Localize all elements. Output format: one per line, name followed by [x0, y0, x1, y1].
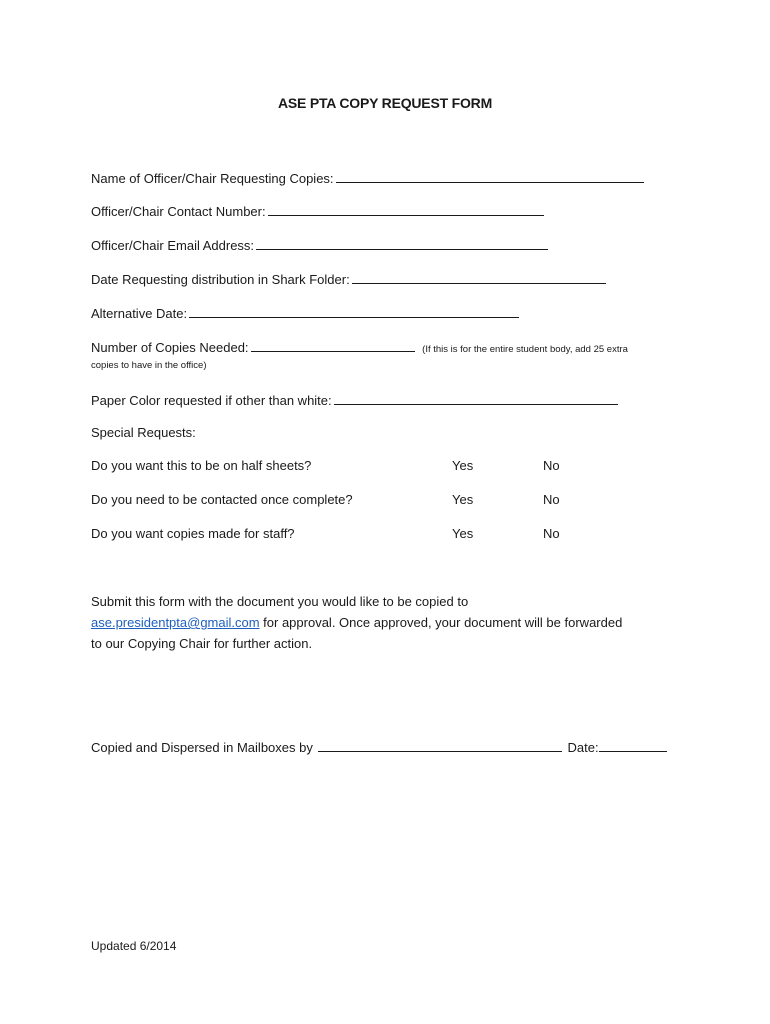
contact-number-label: Officer/Chair Contact Number: [91, 204, 266, 219]
special-requests-label: Special Requests: [91, 425, 196, 440]
dispersed-date-label: Date: [567, 740, 599, 755]
officer-name-label: Name of Officer/Chair Requesting Copies: [91, 171, 334, 186]
contacted-yes-option[interactable]: Yes [452, 492, 474, 507]
form-title: ASE PTA COPY REQUEST FORM [277, 95, 493, 111]
copies-needed-row [91, 338, 628, 358]
officer-name-field[interactable] [336, 169, 644, 183]
email-row [91, 236, 548, 254]
alternative-date-field[interactable] [189, 304, 519, 318]
paper-color-label: Paper Color requested if other than white: [91, 393, 332, 408]
alternative-date-row [91, 304, 519, 322]
date-requesting-field[interactable] [352, 270, 606, 284]
question-staff-copies: Do you want copies made for staff? [91, 526, 295, 541]
submit-line-2 [91, 612, 691, 633]
contacted-no-option[interactable]: No [543, 492, 560, 507]
contact-number-field[interactable] [268, 202, 544, 216]
date-requesting-row [91, 270, 606, 288]
dispersed-date-field[interactable] [599, 738, 667, 752]
paper-color-field[interactable] [334, 391, 618, 405]
dispersed-row [91, 738, 667, 756]
staff-copies-no-option[interactable]: No [543, 526, 560, 541]
email-link[interactable]: ase.presidentpta@gmail.com [91, 615, 260, 630]
paper-color-row [91, 391, 618, 409]
copies-note-continued: copies to have in the office) [91, 360, 207, 371]
submit-line-2-text: for approval. Once approved, your document will be forwarded [259, 615, 623, 630]
dispersed-label: Copied and Dispersed in Mailboxes by [91, 740, 313, 755]
dispersed-by-field[interactable] [318, 738, 562, 752]
copies-needed-field[interactable] [251, 338, 415, 352]
question-half-sheets: Do you want this to be on half sheets? [91, 458, 312, 473]
copies-note: (If this is for the entire student body, add 25 extra [422, 344, 628, 355]
staff-copies-yes-option[interactable]: Yes [452, 526, 474, 541]
email-label: Officer/Chair Email Address: [91, 238, 255, 253]
updated-footer: Updated 6/2014 [91, 939, 177, 953]
question-contacted: Do you need to be contacted once complete? [91, 492, 353, 507]
alternative-date-label: Alternative Date: [91, 306, 188, 321]
date-requesting-label: Date Requesting distribution in Shark Folder: [91, 272, 350, 287]
half-sheets-no-option[interactable]: No [543, 458, 560, 473]
officer-name-row [91, 169, 644, 187]
submit-line-3: to our Copying Chair for further action. [91, 636, 313, 651]
copies-needed-label: Number of Copies Needed: [91, 340, 249, 355]
half-sheets-yes-option[interactable]: Yes [452, 458, 474, 473]
submit-instructions [91, 591, 691, 654]
submit-line-1: Submit this form with the document you would like to be copied to [91, 594, 469, 609]
email-field[interactable] [256, 236, 548, 250]
contact-number-row [91, 202, 544, 220]
